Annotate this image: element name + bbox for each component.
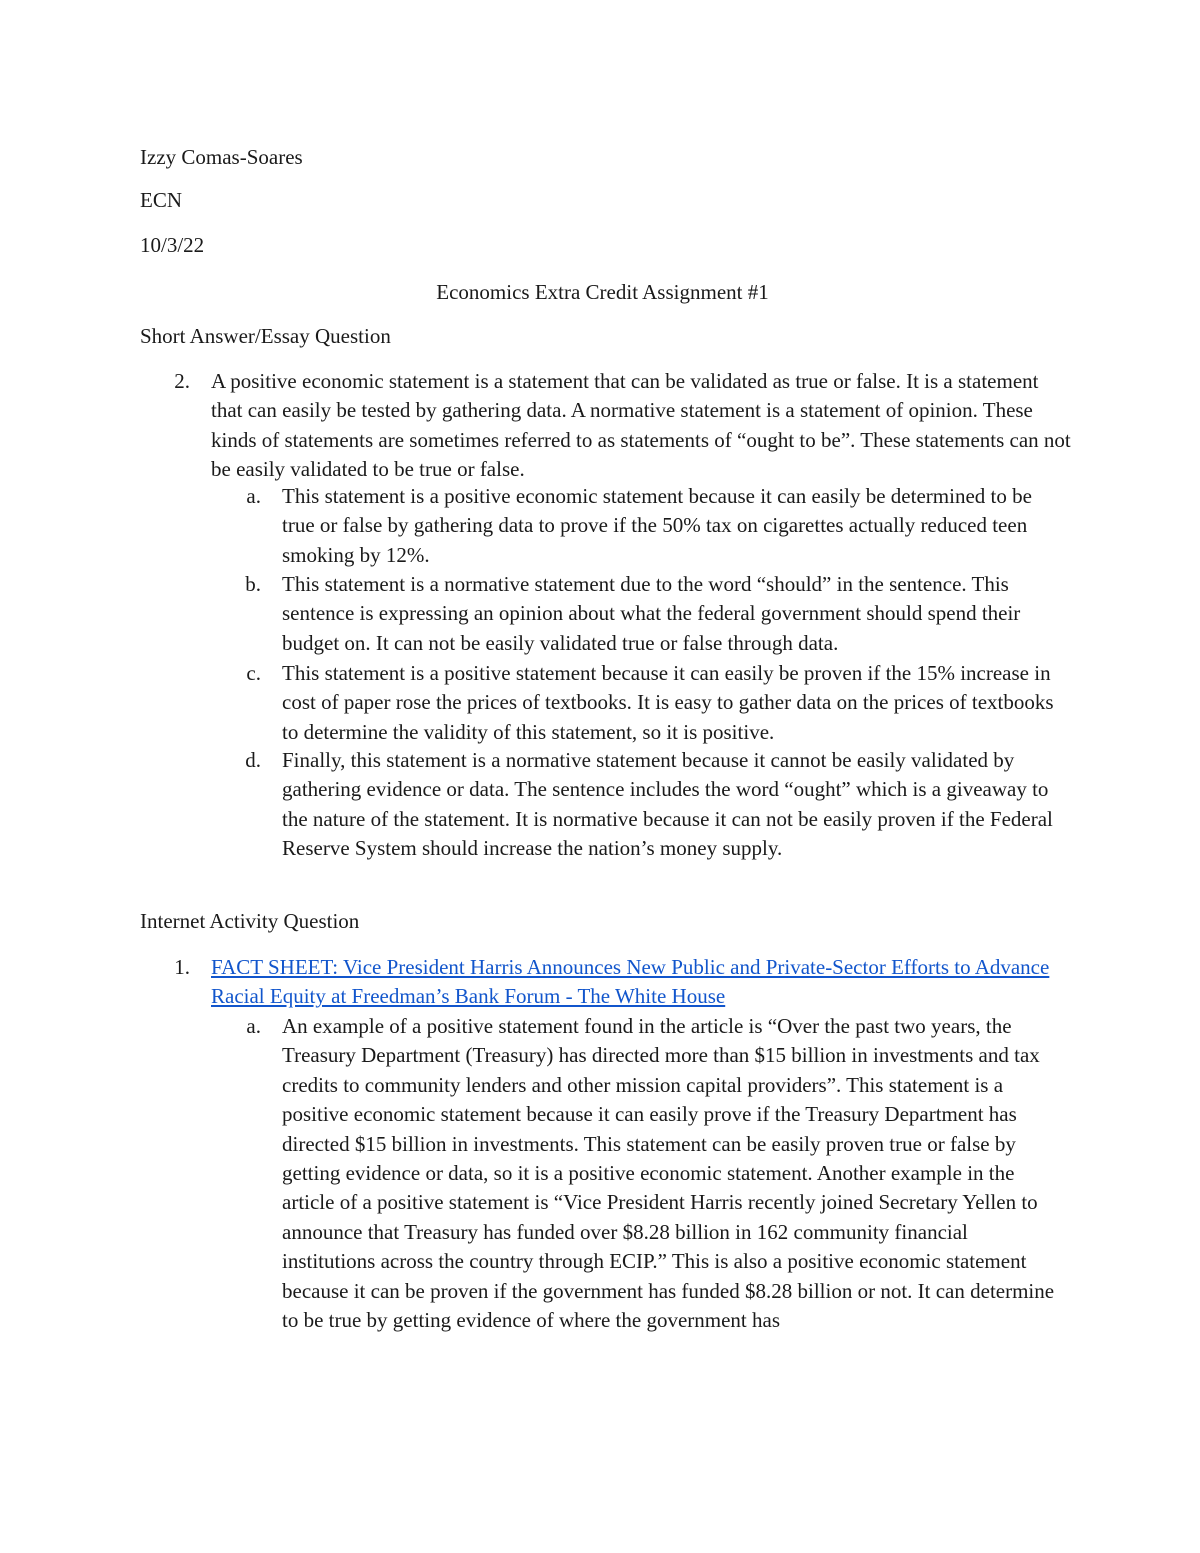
subanswer-a: This statement is a positive economic statement because it can easily be determined to be true or false by gathering data to prove if the 50% tax on cigarettes actually reduced teen smoking by 12%. bbox=[282, 484, 1032, 567]
author-name: Izzy Comas-Soares bbox=[140, 145, 303, 169]
list-marker-a: a. bbox=[246, 1014, 261, 1038]
list-marker-a: a. bbox=[246, 484, 261, 508]
subanswer-b: This statement is a normative statement due to the word “should” in the sentence. This sentence is expressing an opinion about what the federal government should spend their budget on. It can not be easily validated true or false through data. bbox=[282, 572, 1021, 655]
list-marker-d: d. bbox=[245, 748, 261, 772]
list-marker-b: b. bbox=[245, 572, 261, 596]
document-title: Economics Extra Credit Assignment #1 bbox=[436, 280, 769, 304]
list-number: 1. bbox=[174, 955, 190, 979]
section-heading-internet-activity: Internet Activity Question bbox=[140, 909, 360, 933]
document-date: 10/3/22 bbox=[140, 233, 205, 257]
course-name: ECN bbox=[140, 188, 182, 212]
internet-subanswer-a: An example of a positive statement found in the article is “Over the past two years, the Treasury Department (Treasury) has directed more than $15 billion in investments and tax credits to community lenders and other mission capital providers”. This statement is a positive economic statement because it can easily prove if the Treasury Department has directed $15 billion in investments. This statement can be easily proven true or false by getting evidence or data, so it is a positive economic statement. Another example in the article of a positive statement is “Vice President Harris recently joined Secretary Yellen to announce that Treasury has funded over $8.28 billion in 162 community financial institutions across the country through ECIP.” This is also a positive economic statement because it can be proven if the government has funded $8.28 billion or not. It can determine to be true by getting evidence of where the government has bbox=[282, 1014, 1055, 1333]
section-heading-short-answer: Short Answer/Essay Question bbox=[140, 324, 391, 348]
subanswer-c: This statement is a positive statement because it can easily be proven if the 15% increase in cost of paper rose the prices of textbooks. It is easy to gather data on the prices of textbooks to determine the validity of this statement, so it is positive. bbox=[282, 661, 1054, 744]
list-number: 2. bbox=[174, 369, 190, 393]
subanswer-d: Finally, this statement is a normative statement because it cannot be easily validated by gathering evidence or data. The sentence includes the word “ought” which is a giveaway to the nature of the statement. It is normative because it can not be easily proven if the Federal Reserve System should increase the nation’s money supply. bbox=[282, 748, 1053, 861]
list-marker-c: c. bbox=[246, 661, 261, 685]
question-2-answer: A positive economic statement is a statement that can be validated as true or false. It is a statement that can easily be tested by gathering data. A normative statement is a statement of opinion. These kinds of statements are sometimes referred to as statements of “ought to be”. These statements can not be easily validated to be true or false. bbox=[211, 369, 1071, 482]
article-link[interactable]: FACT SHEET: Vice President Harris Announces New Public and Private-Sector Efforts to Advance Racial Equity at Freedman’s Bank Forum - The White House bbox=[211, 955, 1050, 1009]
